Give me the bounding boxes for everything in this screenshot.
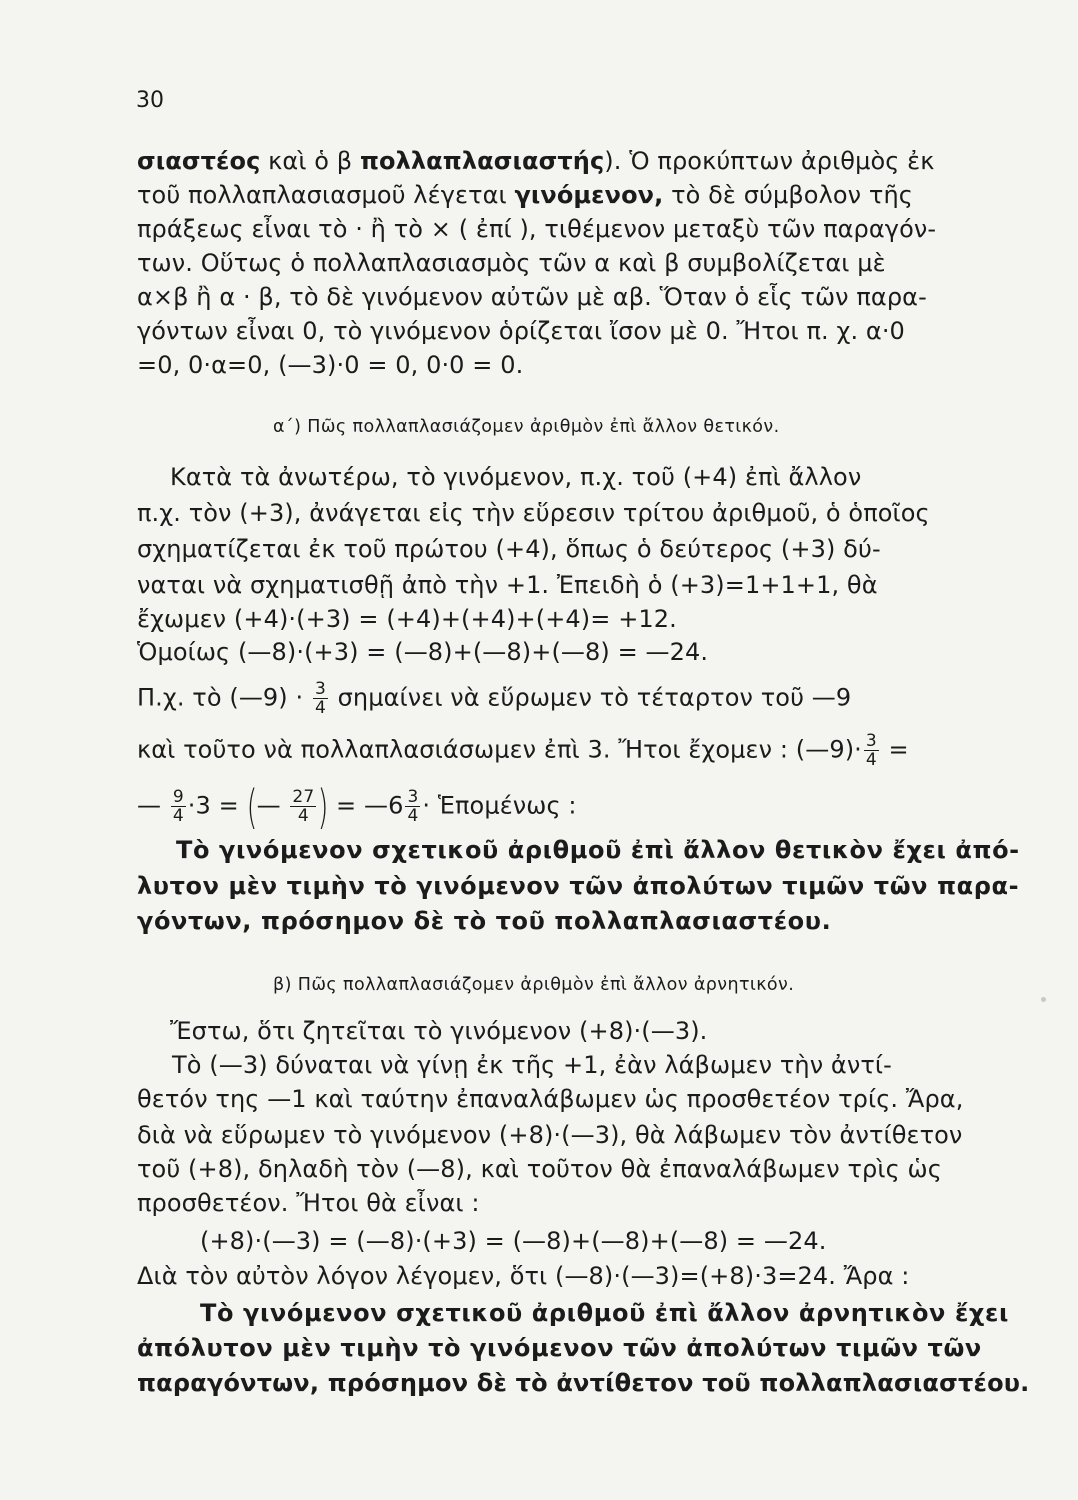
equation-line: (+8)·(—3) = (—8)·(+3) = (—8)+(—8)+(—8) = —24. xyxy=(200,1227,827,1255)
paren-close: ) xyxy=(317,779,329,834)
fraction-numerator: 3 xyxy=(314,679,326,699)
fraction xyxy=(864,732,879,769)
text-span: τοῦ πολλαπλασιασμοῦ λέγεται xyxy=(137,181,515,209)
paragraph-line xyxy=(137,180,967,210)
text-span: σημαίνει νὰ εὕρωμεν τὸ τέταρτον τοῦ —9 xyxy=(329,683,852,712)
paragraph-line: ἔχωμεν (+4)·(+3) = (+4)+(+4)+(+4)= +12. xyxy=(137,605,677,633)
paragraph-line: γόντων εἶναι 0, τὸ γινόμενον ὁρίζεται ἴσον μὲ 0. Ἤτοι π. χ. α·0 xyxy=(137,317,905,345)
fraction xyxy=(313,680,328,717)
fraction-numerator: 9 xyxy=(172,787,184,807)
paragraph-line: διὰ νὰ εὕρωμεν τὸ γινόμενον (+8)·(—3), θὰ λάβωμεν τὸν ἀντίθετον xyxy=(137,1121,963,1149)
bold-term: σιαστέος xyxy=(137,147,261,175)
paragraph-line: Διὰ τὸν αὐτὸν λόγον λέγομεν, ὅτι (—8)·(—3)=(+8)·3=24. Ἄρα : xyxy=(137,1262,910,1290)
bold-term: πολλαπλασιαστής xyxy=(359,147,605,175)
text-span: τὸ δὲ σύμβολον τῆς xyxy=(663,181,913,209)
text-span: καὶ ὁ β xyxy=(260,147,360,175)
fraction xyxy=(290,788,316,825)
bold-term: γινόμενον, xyxy=(514,181,664,209)
paragraph-line: των. Οὕτως ὁ πολλαπλασιασμὸς τῶν α καὶ β συμβολίζεται μὲ xyxy=(137,249,886,277)
text-span: ·3 = xyxy=(187,791,247,820)
paragraph-line xyxy=(137,779,967,834)
fraction-numerator: 3 xyxy=(865,731,877,751)
paren-open: ( xyxy=(246,779,257,834)
rule-line: Τὸ γινόμενον σχετικοῦ ἀριθμοῦ ἐπὶ ἄλλον θετικὸν ἔχει ἀπό- xyxy=(176,836,1020,864)
text-span: καὶ τοῦτο νὰ πολλαπλασιάσωμεν ἐπὶ 3. Ἤτοι ἔχομεν : (—9)· xyxy=(137,735,862,764)
fraction-denominator: 4 xyxy=(297,806,309,826)
rule-line: Τὸ γινόμενον σχετικοῦ ἀριθμοῦ ἐπὶ ἄλλον ἀρνητικὸν ἔχει xyxy=(200,1299,1009,1327)
rule-line: λυτον μὲν τιμὴν τὸ γινόμενον τῶν ἀπολύτων τιμῶν τῶν παρα- xyxy=(137,872,1020,900)
paragraph-line: Κατὰ τὰ ἀνωτέρω, τὸ γινόμενον, π.χ. τοῦ (+4) ἐπὶ ἄλλον xyxy=(170,463,862,491)
fraction xyxy=(171,788,186,825)
paragraph-line xyxy=(137,732,967,769)
fraction-denominator: 4 xyxy=(172,806,184,826)
text-span: Π.χ. τὸ (—9) · xyxy=(137,683,311,712)
text-span: ). Ὁ προκύπτων ἀριθμὸς ἐκ xyxy=(604,147,935,175)
paragraph-line: πράξεως εἶναι τὸ · ἢ τὸ × ( ἐπί ), τιθέμενον μεταξὺ τῶν παραγόν- xyxy=(137,215,937,243)
fraction-denominator: 4 xyxy=(407,806,419,826)
fraction xyxy=(405,788,420,825)
paragraph-line: τοῦ (+8), δηλαδὴ τὸν (—8), καὶ τοῦτον θὰ ἐπαναλάβωμεν τρὶς ὡς xyxy=(137,1155,942,1183)
paragraph-line: θετόν της —1 καὶ ταύτην ἐπαναλάβωμεν ὡς προσθετέον τρίς. Ἄρα, xyxy=(137,1085,964,1113)
paragraph-line: Τὸ (—3) δύναται νὰ γίνῃ ἐκ τῆς +1, ἐὰν λάβωμεν τὴν ἀντί- xyxy=(172,1051,892,1079)
paragraph-line: Ἔστω, ὅτι ζητεῖται τὸ γινόμενον (+8)·(—3). xyxy=(170,1017,708,1045)
text-span: — xyxy=(256,791,289,820)
text-span: = xyxy=(880,735,909,764)
section-heading-a: α΄) Πῶς πολλαπλασιάζομεν ἀριθμὸν ἐπὶ ἄλλον θετικόν. xyxy=(273,417,780,437)
section-heading-b: β) Πῶς πολλαπλασιάζομεν ἀριθμὸν ἐπὶ ἄλλον ἀρνητικόν. xyxy=(273,975,795,995)
fraction-denominator: 4 xyxy=(314,698,326,718)
page-number: 30 xyxy=(136,88,164,113)
paragraph-line: σχηματίζεται ἐκ τοῦ πρώτου (+4), ὅπως ὁ δεύτερος (+3) δύ- xyxy=(137,535,881,563)
text-span: — xyxy=(137,791,169,820)
paragraph-line: π.χ. τὸν (+3), ἀνάγεται εἰς τὴν εὕρεσιν τρίτου ἀριθμοῦ, ὁ ὁποῖος xyxy=(137,499,930,527)
text-span: · Ἑπομένως : xyxy=(422,791,577,820)
paragraph-line: προσθετέον. Ἤτοι θὰ εἶναι : xyxy=(137,1189,480,1217)
rule-line: ἀπόλυτον μὲν τιμὴν τὸ γινόμενον τῶν ἀπολύτων τιμῶν τῶν xyxy=(137,1334,982,1362)
paragraph-line: Ὁμοίως (—8)·(+3) = (—8)+(—8)+(—8) = —24. xyxy=(137,638,709,666)
paragraph-line: ναται νὰ σχηματισθῇ ἀπὸ τὴν +1. Ἐπειδὴ ὁ (+3)=1+1+1, θὰ xyxy=(137,571,878,599)
paragraph-line: α×β ἢ α · β, τὸ δὲ γινόμενον αὐτῶν μὲ αβ. Ὅταν ὁ εἷς τῶν παρα- xyxy=(137,283,927,311)
fraction-denominator: 4 xyxy=(865,750,877,770)
fraction-numerator: 3 xyxy=(407,787,419,807)
paragraph-line xyxy=(137,146,967,176)
scan-speck xyxy=(1041,997,1046,1002)
rule-line: γόντων, πρόσημον δὲ τὸ τοῦ πολλαπλασιαστέου. xyxy=(137,907,832,935)
fraction-numerator: 27 xyxy=(292,787,315,807)
paragraph-line xyxy=(137,680,967,717)
paragraph-line: =0, 0·α=0, (—3)·0 = 0, 0·0 = 0. xyxy=(137,351,524,379)
text-span: = —6 xyxy=(328,791,404,820)
rule-line: παραγόντων, πρόσημον δὲ τὸ ἀντίθετον τοῦ πολλαπλασιαστέου. xyxy=(137,1369,1030,1397)
